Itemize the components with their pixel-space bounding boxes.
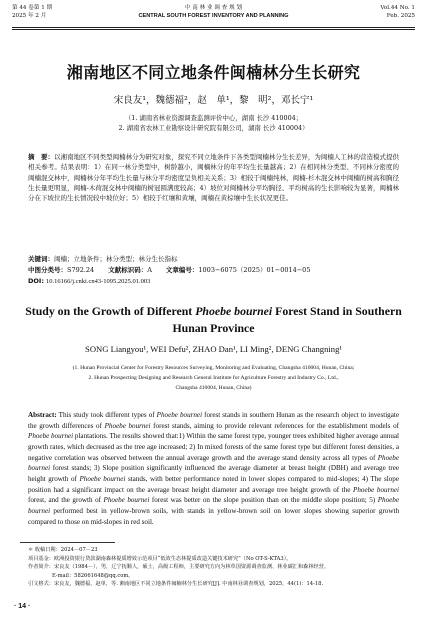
footnote-fund: 项目基金：欧洲投资银行贷款湖南森林提质增效示范项目“低效生态林提质改造关键技术研究”（No OT-S-KTA3）。 [28,555,292,562]
classification-line [28,265,399,275]
affiliation-en-1: (1. Hunan Provincial Center for Forestry Resources Surveying, Monitoring and Evaluating, Changsha 410004, Hunan, China; [72,365,355,371]
affiliation-en-3: Changsha 410004, Hunan, China) [175,385,252,391]
footnote-rule [20,542,115,543]
title-en-species: Phoebe bournei [195,304,273,318]
doi-line [28,276,399,287]
title-en-part-1: Study on the Growth of Different [25,304,196,318]
title-en-part-2: Forest Stand in Southern Hunan Province [172,304,402,335]
footnote-received: ＊ 收稿日期：2024－07－23 [28,547,98,553]
affiliation-cn-1: （1. 湖南省林业资源调查监测评价中心，湖南 长沙 410004； [124,114,303,122]
page-number: · 14 · [14,603,31,610]
abstract-cn-label: 摘 要： [28,153,55,161]
volume-issue-en: Vol.44 No. 1 [380,5,415,11]
abstract-en-label: Abstract: [28,411,57,419]
paper-title-en [20,303,407,337]
affiliation-en-2: 2. Hunan Prospecting Designing and Research General Institute for Agriculture Forestry and Industry Co., Ltd., [88,375,339,381]
footnote-citation: 引文格式：宋良友，魏德福，赵单，等. 湘南地区不同立地条件闽楠林分生长研究[J]. 中南林业调查规划，2025，44(1)：14-18. [28,581,324,588]
footnote-author: 作者简介：宋良友（1984－），男，辽宁抚顺人，硕士，高级工程师，主要研究方向为林草国资源调查监测、林业碳汇和森林经营。 [28,564,330,571]
date-cn: 2025 年 2 月 [12,12,47,19]
abstract-cn-text: 以湘南地区不同类型闽楠林分为研究对象，探究不同立地条件下各类型闽楠林分生长差异，为闽楠人工林的营造模式提供相关参考。结果表明：1）在同一林分类型中，树龄越小，闽楠林分的年平均生长量越高；2）在相同林分类型、不同林分密度的闽楠混交林中，闽楠林分年平均生长量与林分平均密度呈负相关关系；3）相较于闽楠纯林，闽楠-杉木混交林中闽楠的树高和胸径生长量更明显，闽楠-木荷混交林中闽楠的树冠圆满度较高；4）坡位对闽楠林分平均胸径、平均树高的生长影响较为显著，闽楠林分在下坡位的生长情况较中坡位好；5）相较于红壤和黄壤，闽楠在黄棕壤中生长状况更佳。 [28,153,400,203]
article-number-label: 文章编号： [165,266,199,274]
article-number-value: 1003−6075（2025）01−0014−05 [198,266,311,274]
keywords-cn-label: 关键词： [28,255,54,263]
abstract-en-text: This study took different types of Phoebe bournei forest stands in southern Hunan as the research object to investigate the growth differences of Phoebe bournei forest stands, aiming to provide relevant references for the establishment models of Phoebe bournei plantations. The results showed that:1) Within the same forest type, younger trees exhibited higher average annual growth rates, which decreased as the tree age increased; 2) In mixed forests of the same forest type but different forest densities, a negative correlation was observed between the annual average growth and the average stand density across all types of Phoebe bournei forest stands; 3) Slope position significantly influenced the average diameter at breast height (DBH) and average tree height growth of Phoebe bournei stands, with better performance noted in lower slopes compared to mid-slopes; 4) The slope position had a significant impact on the average breast height diameter and average tree height growth of the Phoebe bournei forest, and the growth of Phoebe bournei forest was better on the slope position than on the middle slope position; 5) Phoebe bournei performed best in yellow-brown soils, with stands in yellow-brown soil on lower slopes showing superior growth compared to those on mid-slopes in red soil. [28,411,399,526]
running-header [12,5,415,27]
volume-issue-cn: 第 44 卷第 1 期 [12,5,53,11]
footnote-email: E-mail：582661648@qq.com。 [52,572,134,579]
journal-volume-en [380,5,415,20]
clc-label: 中图分类号： [28,266,67,274]
affiliations-en [30,363,397,393]
doi-value[interactable]: 10.16166/j.cnki.cn43-1095.2025.01.003 [46,278,151,285]
footnotes [28,546,403,589]
journal-name-en: CENTRAL SOUTH FOREST INVENTORY AND PLANNING [138,12,289,19]
journal-name-cn: 中 南 林 业 调 查 规 划 [184,5,243,11]
clc-value: S792.24 [67,266,95,274]
affiliation-cn-2: 2. 湖南省农林工业勘察设计研究院有限公司，湖南 长沙 410004） [118,124,309,132]
authors-en: SONG Liangyou¹, WEI Defu², ZHAO Dan¹, LI Ming², DENG Changning¹ [85,344,342,354]
doi-label: DOI: [28,277,44,285]
keywords-cn-text: 闽楠；立地条件；林分类型；林分生长指标 [54,255,178,263]
header-rule-thin [12,29,415,30]
date-en: Feb. 2025 [386,12,415,19]
doc-code-label: 文献标识码： [108,266,148,274]
journal-name [12,5,415,20]
doc-code-value: A [147,266,152,274]
header-rule [12,27,415,28]
paper-title-cn: 湘南地区不同立地条件闽楠林分生长研究 [66,63,361,82]
authors-cn: 宋良友¹，魏德福²，赵 单¹，黎 明²，邓长宁¹ [113,95,314,106]
affiliations-cn [0,113,427,133]
abstract-cn [28,152,399,203]
abstract-en [28,410,399,527]
keywords-cn [28,254,399,264]
